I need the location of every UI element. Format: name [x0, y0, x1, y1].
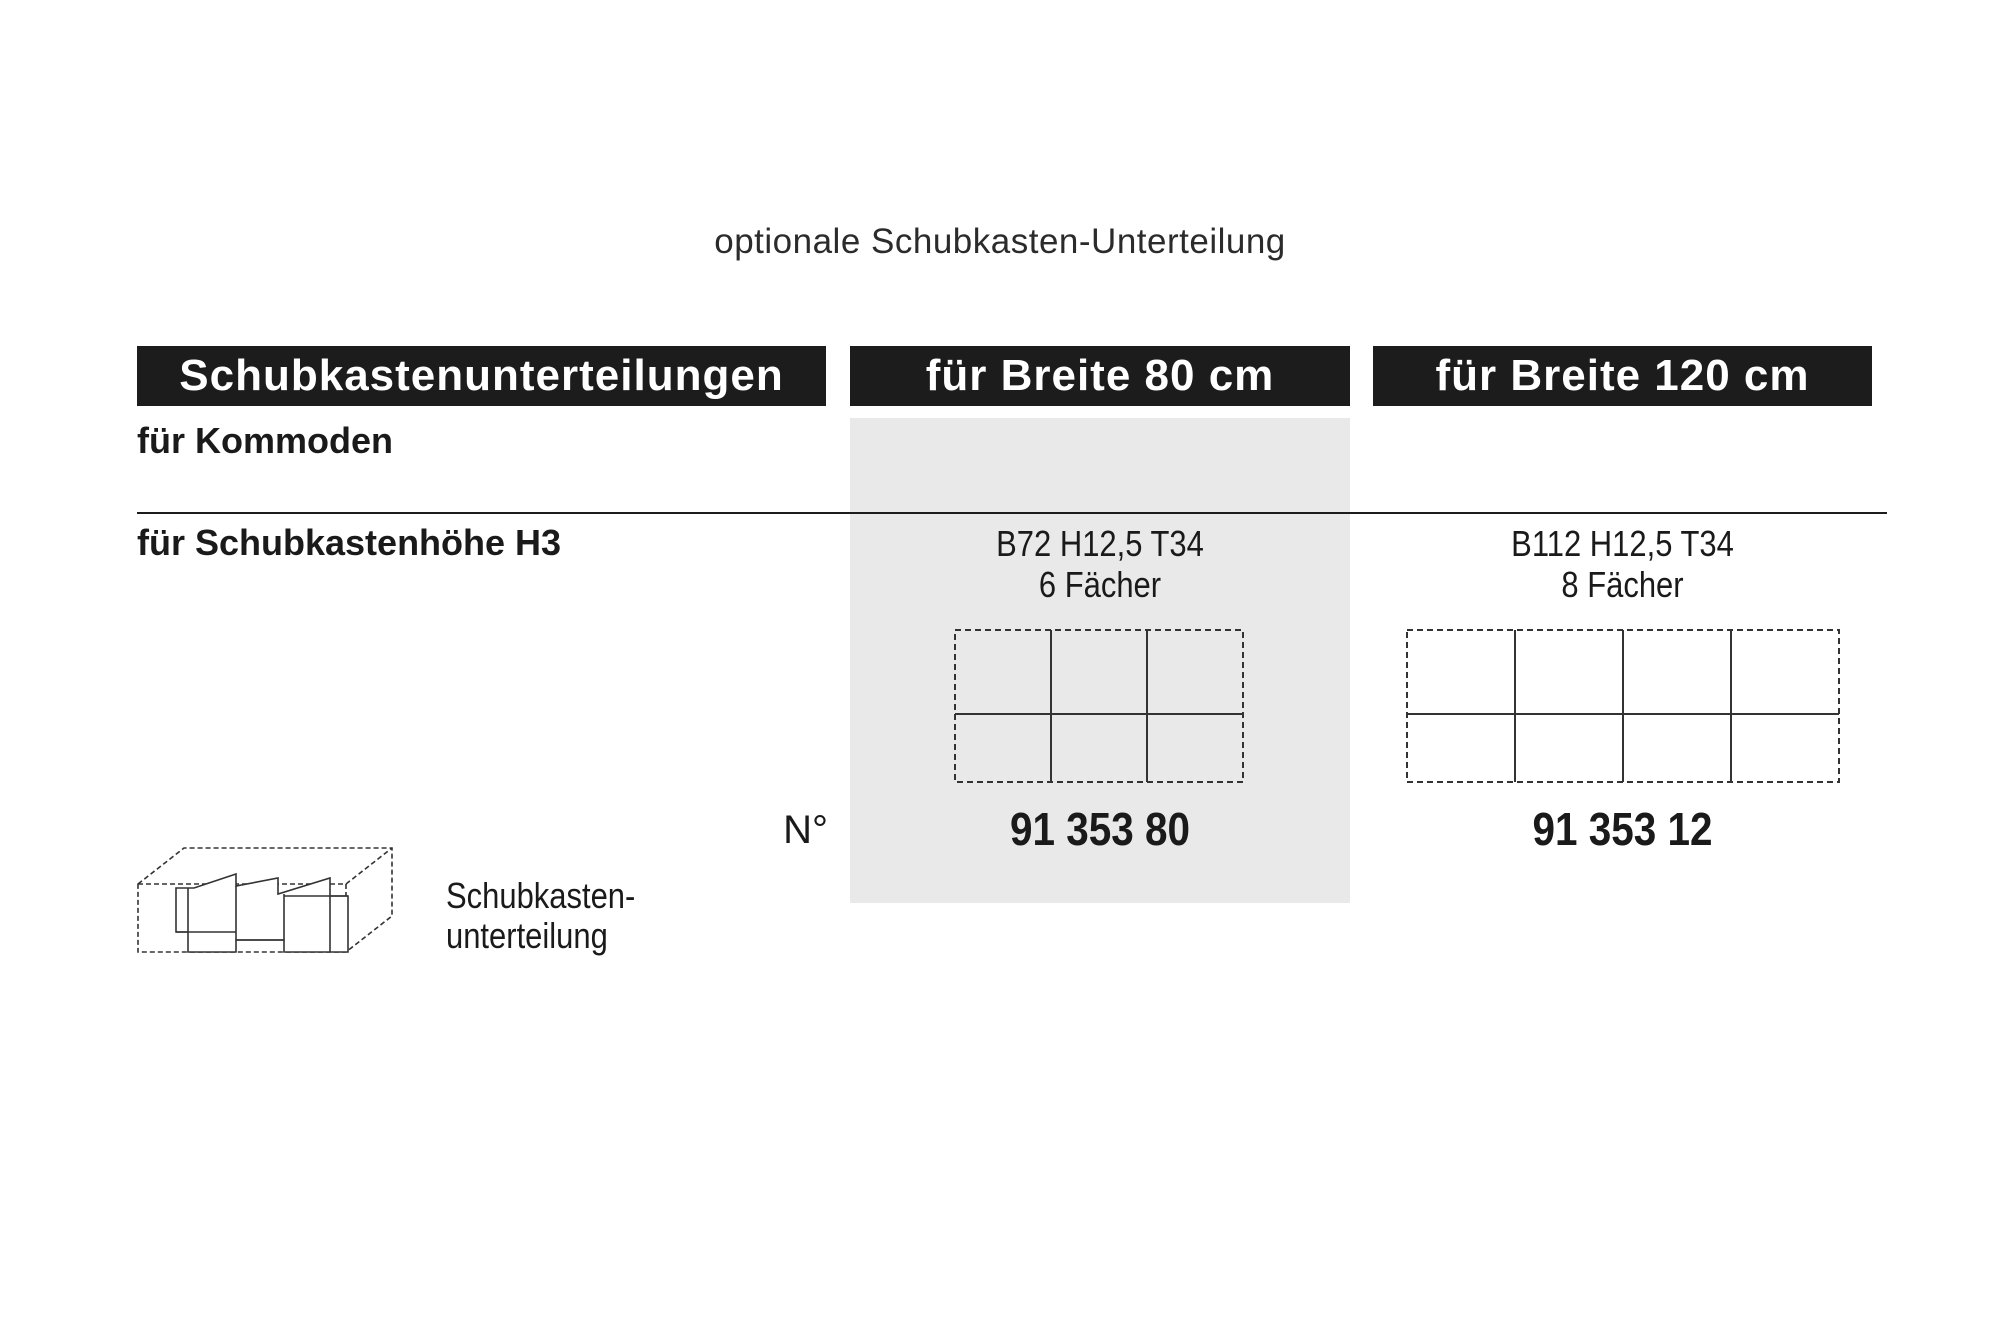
- row-label-schubkastenhoehe: für Schubkastenhöhe H3: [137, 522, 562, 563]
- compartments-80: 6 Fächer: [1038, 564, 1162, 605]
- drawer-divider-icon: [136, 844, 396, 956]
- legend-line-2: unterteilung: [446, 915, 608, 956]
- number-symbol: N°: [783, 808, 828, 852]
- legend-label: [446, 876, 635, 956]
- article-number-120: 91 353 12: [1532, 803, 1713, 855]
- spec-120: [1408, 523, 1837, 605]
- compartments-120: 8 Fächer: [1561, 564, 1684, 605]
- legend-line-1: Schubkasten-: [446, 875, 636, 916]
- spec-80: [885, 523, 1315, 605]
- grid-diagram-6-faecher: [953, 628, 1245, 784]
- page-title: optionale Schubkasten-Unterteilung: [714, 222, 1286, 261]
- header-breite-120: für Breite 120 cm: [1373, 346, 1872, 406]
- header-breite-80: für Breite 80 cm: [850, 346, 1350, 406]
- dims-80: B72 H12,5 T34: [996, 523, 1204, 564]
- dims-120: B112 H12,5 T34: [1511, 523, 1734, 564]
- row-label-kommoden: für Kommoden: [137, 420, 393, 461]
- row-divider: [137, 512, 1887, 514]
- grid-outline-80: [955, 630, 1243, 782]
- grid-diagram-8-faecher: [1405, 628, 1841, 784]
- header-schubkastenunterteilungen: Schubkastenunterteilungen: [137, 346, 826, 406]
- article-number-80: 91 353 80: [1009, 803, 1191, 855]
